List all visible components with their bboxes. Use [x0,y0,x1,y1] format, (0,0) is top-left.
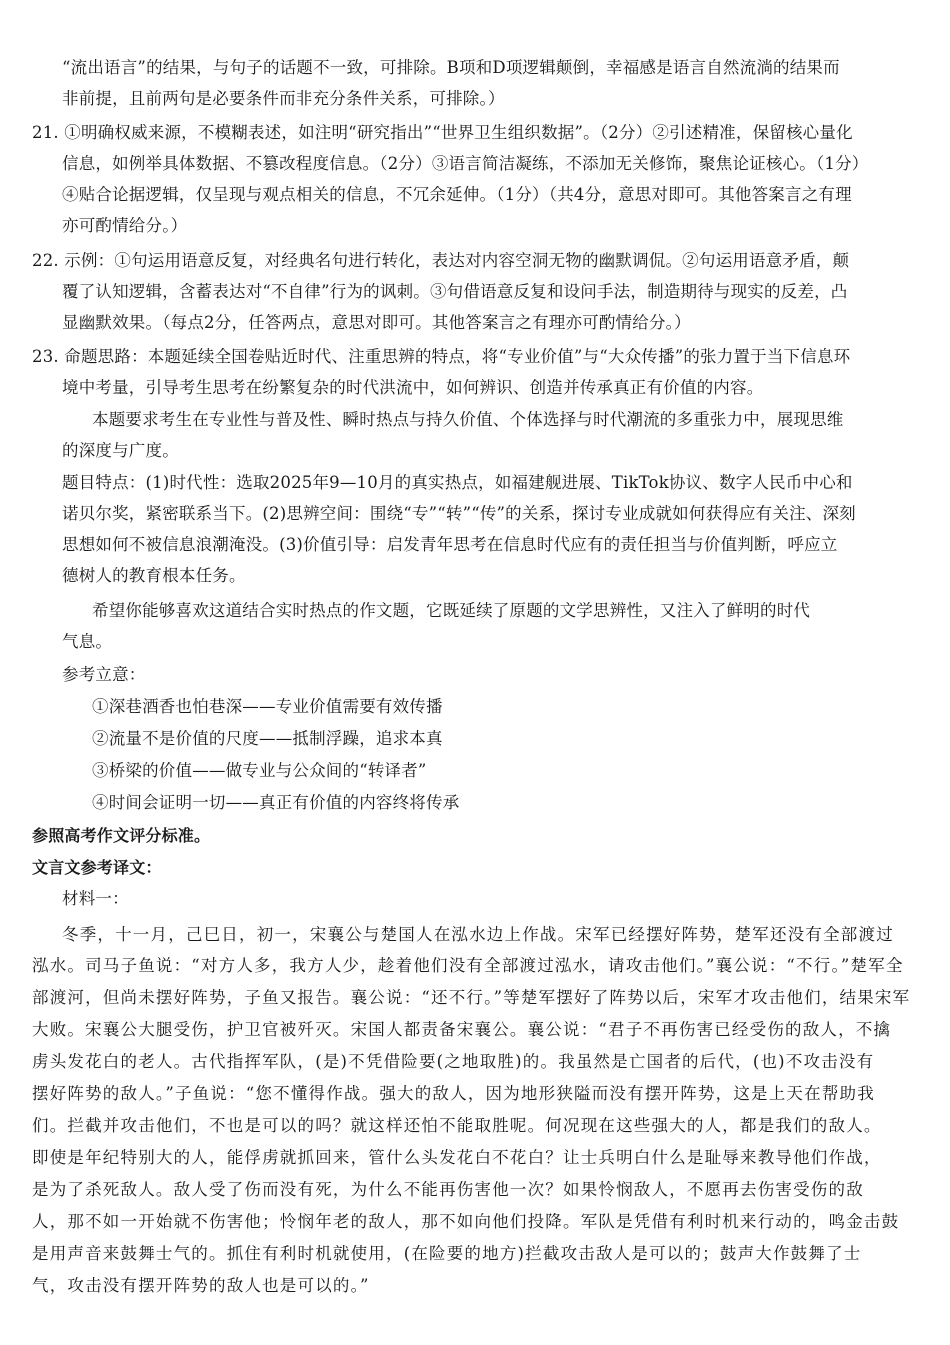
translation-line: 气，攻击没有摆开阵势的敌人也是可以的。” [32,1276,370,1295]
q23-line: 23. 命题思路：本题延续全国卷贴近时代、注重思辨的特点，将“专业价值”与“大众传播”的张力置于当下信息环 [32,347,851,366]
q21-line: ④贴合论据逻辑，仅呈现与观点相关的信息，不冗余延伸。（1分）（共4分，意思对即可。其他答案言之有理 [62,185,852,204]
text-line: “流出语言”的结果，与句子的话题不一致，可排除。B项和D项逻辑颠倒，幸福感是语言自然流淌的结果而 [62,58,840,77]
q23-line: 气息。 [62,632,113,651]
translation-line: 泓水。司马子鱼说：“对方人多，我方人少，趁着他们没有全部渡过泓水，请攻击他们。”襄公说：“不行。”楚军全 [32,956,904,975]
q23-line: 境中考量，引导考生思考在纷繁复杂的时代洪流中，如何辨识、创造并传承真正有价值的内容。 [62,378,764,397]
idea-item: ①深巷酒香也怕巷深——专业价值需要有效传播 [92,697,443,716]
q23-line: 的深度与广度。 [62,441,179,460]
translation-line: 是用声音来鼓舞士气的。抓住有利时机就使用，(在险要的地方)拦截攻击敌人是可以的；鼓声大作鼓舞了士 [32,1244,862,1263]
q22-line: 覆了认知逻辑，含蓄表达对“不自律”行为的讽刺。③句借语意反复和设问手法，制造期待与现实的反差，凸 [62,282,848,301]
material-label: 材料一： [62,889,129,908]
translation-line: 人，那不如一开始就不伤害他；怜悯年老的敌人，那不如向他们投降。军队是凭借有利时机来行动的，鸣金击鼓 [32,1212,900,1231]
translation-heading: 文言文参考译文： [32,858,162,877]
translation-line: 是为了杀死敌人。敌人受了伤而没有死，为什么不能再伤害他一次？如果怜悯敌人，不愿再去伤害受伤的敌 [32,1180,864,1199]
q23-line: 题目特点：(1)时代性：选取2025年9—10月的真实热点，如福建舰进展、TikTok协议、数字人民币中心和 [62,473,853,492]
translation-line: 即使是年纪特别大的人，能俘虏就抓回来，管什么头发花白不花白？让士兵明白什么是耻辱来教导他们作战， [32,1148,882,1167]
q23-line: 希望你能够喜欢这道结合实时热点的作文题，它既延续了原题的文学思辨性，又注入了鲜明的时代 [92,601,811,620]
translation-line: 大败。宋襄公大腿受伤，护卫官被歼灭。宋国人都责备宋襄公。襄公说：“君子不再伤害已经受伤的敌人，不擒 [32,1020,892,1039]
q21-line: 信息，如例举具体数据、不篡改程度信息。（2分）③语言简洁凝练，不添加无关修饰，聚焦论证核心。（1分） [62,154,869,173]
q22-line: 22. 示例：①句运用语意反复，对经典名句进行转化，表达对内容空洞无物的幽默调侃。②句运用语意矛盾，颠 [32,251,850,270]
q21-line: 21. ①明确权威来源，不模糊表述，如注明“研究指出”“世界卫生组织数据”。（2分）②引述精准，保留核心量化 [32,123,853,142]
q22-line: 显幽默效果。（每点2分，任答两点，意思对即可。其他答案言之有理亦可酌情给分。） [62,313,691,332]
q21-line: 亦可酌情给分。） [62,216,188,235]
translation-line: 部渡河，但尚未摆好阵势，子鱼又报告。襄公说：“还不行。”等楚军摆好了阵势以后，宋军才攻击他们，结果宋军 [32,988,911,1007]
translation-line: 冬季，十一月，己巳日，初一，宋襄公与楚国人在泓水边上作战。宋军已经摆好阵势，楚军还没有全部渡过 [62,925,894,944]
translation-line: 虏头发花白的老人。古代指挥军队，(是)不凭借险要(之地取胜)的。我虽然是亡国者的后代，(也)不攻击没有 [32,1052,875,1071]
q23-line: 本题要求考生在专业性与普及性、瞬时热点与持久价值、个体选择与时代潮流的多重张力中，展现思维 [92,410,844,429]
idea-item: ③桥梁的价值——做专业与公众间的“转译者” [92,761,427,780]
q23-line: 参考立意： [62,665,146,684]
q23-line: 思想如何不被信息浪潮淹没。(3)价值引导：启发青年思考在信息时代应有的责任担当与价值判断，呼应立 [62,535,838,554]
q23-line: 德树人的教育根本任务。 [62,566,246,585]
translation-line: 们。拦截并攻击他们，不也是可以的吗？就这样还怕不能取胜呢。何况现在这些强大的人，都是我们的敌人。 [32,1116,882,1135]
idea-item: ④时间会证明一切——真正有价值的内容终将传承 [92,793,460,812]
text-line: 非前提，且前两句是必要条件而非充分条件关系，可排除。） [62,89,505,108]
q23-line: 诺贝尔奖，紧密联系当下。(2)思辨空间：围绕“专”“转”“传”的关系，探讨专业成就如何获得应有关注、深刻 [62,504,856,523]
scoring-standard-heading: 参照高考作文评分标准。 [32,826,211,845]
translation-line: 摆好阵势的敌人。”子鱼说：“您不懂得作战。强大的敌人，因为地形狭隘而没有摆开阵势，这是上天在帮助我 [32,1084,875,1103]
idea-item: ②流量不是价值的尺度——抵制浮躁，追求本真 [92,729,443,748]
